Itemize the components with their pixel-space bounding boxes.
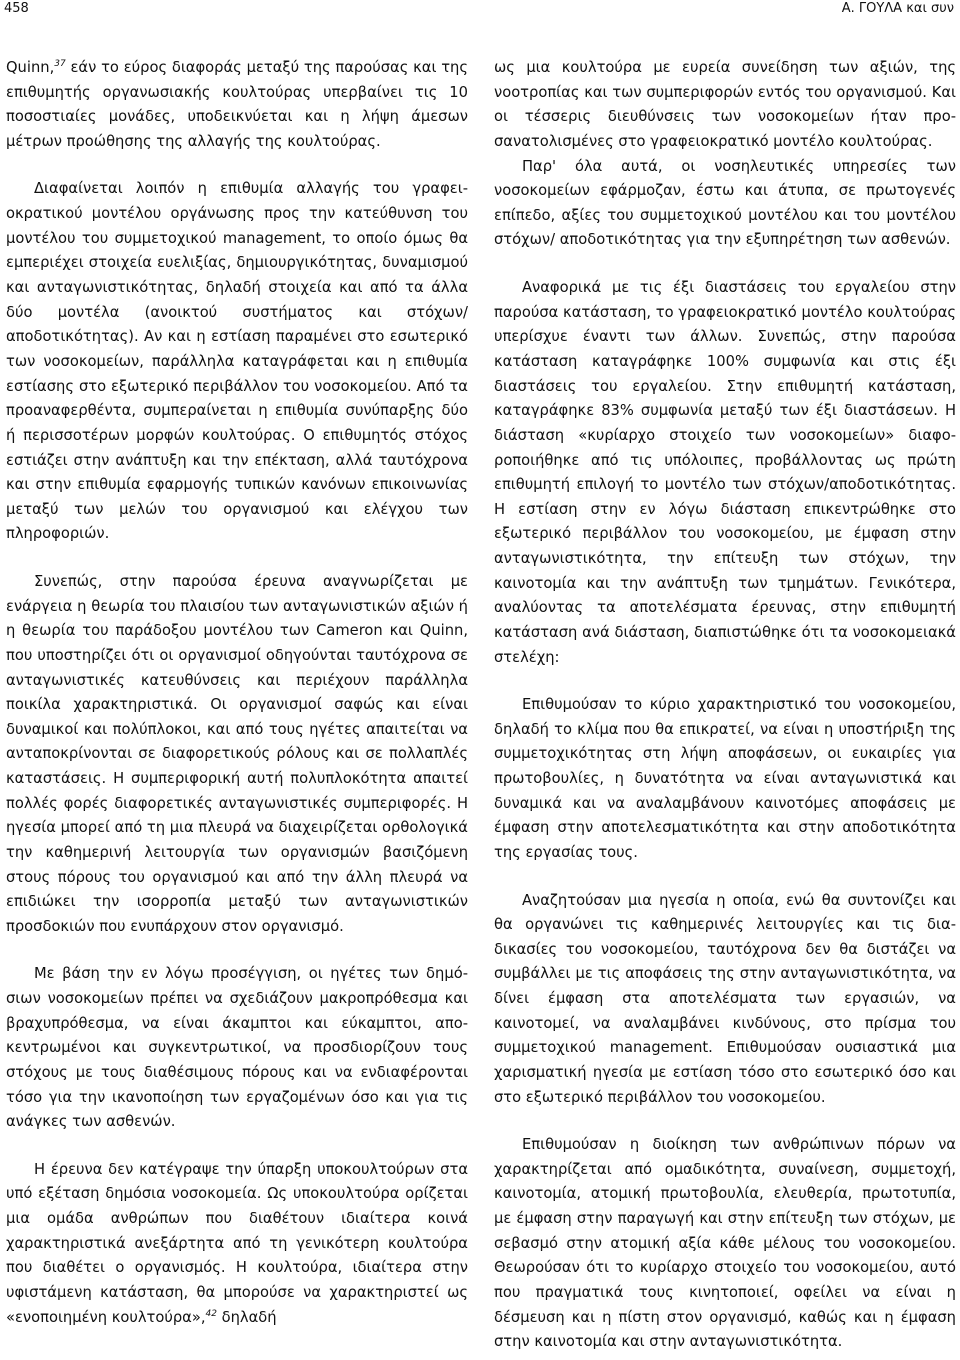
- running-author: Α. ΓΟΥΛΑ και συν: [841, 1, 954, 16]
- paragraph: Αναζητούσαν μια ηγεσία η οποία, ενώ θα συντονίζει και θα οργανώνει τις καθημερινές λειτουργίες και τις διαδικασίες του νοσοκομείου, ταυτόχρονα δεν θα διστάζει να συμβάλλει με τις αποφάσεις της στην ανταγωνιστικότητα, να δίνει έμφαση στα αποτελέσματα των εργασιών, να καινοτομεί, να αναλαμβάνει κινδύνους, στο πρίσμα του συμμετοχικού management. Επιθυμούσαν ουσιαστικά μια χαρισματική ηγεσία με εστίαση τόσο στο εσωτερικό όσο και στο εξωτερικό περιβάλλον του νοσοκομείου.: [494, 891, 956, 1106]
- running-header: [0, 0, 960, 22]
- citation-reference: 42: [205, 1308, 217, 1319]
- paragraph-text: δηλαδή: [216, 1308, 277, 1326]
- left-column: [6, 56, 468, 1330]
- paragraph-continued: ως μια κουλτούρα με ευρεία συνείδηση των αξιών, της νοοτροπίας και των συμπεριφορών εντός του οργανισμού. Και οι τέσσερις διευθύνσεις των νοσοκομείων ήταν προσανατολισμένες στο γραφειοκρατικό μοντέλο κουλτούρας.: [494, 59, 956, 150]
- paragraph: [6, 1158, 468, 1330]
- paragraph: Με βάση την εν λόγω προσέγγιση, οι ηγέτες των δημόσιων νοσοκομείων πρέπει να σχεδιάζουν μακροπρόθεσμα και βραχυπρόθεσμα, να είναι άκαμπτοι και εύκαμπτοι, αποκεντρωμένοι και συγκεντρωτικοί, να προσδιορίζουν τους στόχους με τους διαθέσιμους πόρους και να ενδιαφέρονται τόσο για την ικανοποίηση των εργαζομένων όσο και για τις ανάγκες των ασθενών.: [6, 965, 468, 1131]
- page-number: 458: [4, 1, 29, 16]
- paragraph: Επιθυμούσαν η διοίκηση των ανθρώπινων πόρων να χαρακτηρίζεται από ομαδικότητα, συναίνεση, συμμετοχή, καινοτομία, ατομική πρωτοβουλία, ελευθερία, πρωτοτυπία, με έμφαση στην παραγωγή και στην επίτευξη των στόχων, με σεβασμό στην ατομική αξία κάθε μέλους του νοσοκομείου. Θεωρούσαν ότι το κυρίαρχο στοιχείο του νοσοκομείου, αυτό που πραγματικά τους κινητοποιεί, οφείλει να είναι η δέσμευση και η πίστη στον οργανισμό, καθώς και η έμφαση στην καινοτομία και στην ανταγωνιστικότητα.: [494, 1136, 956, 1351]
- paragraph-text: Η έρευνα δεν κατέγραψε την ύπαρξη υποκουλτούρων στα υπό εξέταση δημόσια νοσοκομεία. Ως υποκουλτούρα ορίζεται μια ομάδα ανθρώπων που διαθέτουν ιδιαίτερα κοινά χαρακτηριστικά ανεξάρτητα από τη γενικότερη κουλτούρα που διαθέτει ο οργανισμός. Η κουλτούρα, ιδιαίτερα στην υφιστάμενη κατάσταση, θα μπορούσε να χαρακτηριστεί ως «ενοποιημένη κουλτούρα»,: [6, 1160, 468, 1326]
- citation-reference: 37: [54, 59, 66, 69]
- paragraph-text: Quinn,: [6, 59, 55, 76]
- right-column: [494, 56, 956, 1355]
- paragraph: Παρ' όλα αυτά, οι νοσηλευτικές υπηρεσίες των νοσοκομείων εφάρμοζαν, έστω και άτυπα, σε πρωτογενές επίπεδο, αξίες του συμμετοχικού μοντέλου και του μοντέλου στόχων/ αποδοτικότητας για την εξυπηρέτηση των ασθενών.: [494, 157, 956, 249]
- paragraph-continued: [6, 56, 468, 155]
- paragraph: Επιθυμούσαν το κύριο χαρακτηριστικό του νοσοκομείου, δηλαδή το κλίμα που θα επικρατεί, να είναι η υποστήριξη της συμμετοχικότητας στη λήψη αποφάσεων, οι ευκαιρίες για πρωτοβουλίες, η δυνατότητα να είναι ανταγωνιστικά και δυναμικά και να αναλαμβάνουν καινοτόμες αποφάσεις με έμφαση στην αποτελεσματικότητα και στην αποδοτικότητα της εργασίας τους.: [494, 696, 956, 861]
- paragraph: Συνεπώς, στην παρούσα έρευνα αναγνωρίζεται με ενάργεια η θεωρία του πλαισίου των ανταγωνιστικών αξιών ή η θεωρία του παράδοξου μοντέλου των Cameron και Quinn, που υποστηρίζει ότι οι οργανισμοί οδηγούνται ταυτόχρονα σε ανταγωνιστικές κατευθύνσεις και περιέχουν παράλληλα ποικίλα χαρακτηριστικά. Οι οργανισμοί σαφώς και είναι δυναμικοί και πολύπλοκοι, και από τους ηγέτες απαιτείται να ανταποκρίνονται σε διαφορετικούς ρόλους και σε πολλαπλές καταστάσεις. Η συμπεριφορική αυτή πολυπλοκότητα απαιτεί πολλές φορές διαφορετικές ανταγωνιστικές συμπεριφορές. Η ηγεσία μπορεί από τη μια πλευρά να διαχειρίζεται ορθολογικά την καθημερινή λειτουργία των οργανισμών βασιζόμενη στους πόρους του οργανισμού και από την άλλη πλευρά να επιδιώκει την ισορροπία μεταξύ των ανταγωνιστικών προσδοκιών που ενυπάρχουν στον οργανισμό.: [6, 572, 468, 935]
- paragraph-text: εάν το εύρος διαφοράς μεταξύ της παρούσας και της επιθυμητής οργανωσιακής κουλτούρας υπερβαίνει τις 10 ποσοστιαίες μονάδες, υποδεικνύεται και η λήψη άμεσων μέτρων προώθησης της αλλαγής της κουλτούρας.: [6, 59, 468, 150]
- paragraph: Αναφορικά με τις έξι διαστάσεις του εργαλείου στην παρούσα κατάσταση, το γραφειοκρατικό μοντέλο κουλτούρας υπερίσχυε έναντι των άλλων. Συνεπώς, στην παρούσα κατάσταση καταγράφηκε 100% συμφωνία και στις έξι διαστάσεις του εργαλείου. Στην επιθυμητή κατάσταση, καταγράφηκε 83% συμφωνία μεταξύ των έξι διαστάσεων. Η διάσταση «κυρίαρχο στοιχείο των νοσοκομείων» διαφοροποιήθηκε από τις υπόλοιπες, προβάλλοντας ως πρώτη επιθυμητή επιλογή το μοντέλο των στόχων/αποδοτικότητας. Η εστίαση στην εν λόγω διάσταση επικεντρώθηκε στο εξωτερικό περιβάλλον του νοσοκομείου, με έμφαση στην ανταγωνιστικότητα, την επίτευξη των στόχων, την καινοτομία και την ανάπτυξη των τμημάτων. Γενικότερα, αναλύοντας τα αποτελέσματα έρευνας, στην επιθυμητή κατάσταση ανά διάσταση, διαπιστώθηκε ότι τα νοσοκομειακά στελέχη:: [494, 279, 956, 666]
- paragraph: Διαφαίνεται λοιπόν η επιθυμία αλλαγής του γραφειοκρατικού μοντέλου οργάνωσης προς την κατεύθυνση του μοντέλου του συμμετοχικού management, το οποίο όμως θα εμπεριέχει στοιχεία ευελιξίας, δημιουργικότητας, δυναμισμού και ανταγωνιστικότητας, δηλαδή στοιχεία και από τα άλλα δύο μοντέλα (ανοικτού συστήματος και στόχων/αποδοτικότητας). Αν και η εστίαση παραμένει στο εσωτερικό των νοσοκομείων, παράλληλα καταγράφεται και η επιθυμία εστίασης στο εξωτερικό περιβάλλον του νοσοκομείου. Από τα προαναφερθέντα, συμπεραίνεται η επιθυμία συνύπαρξης δύο ή περισσοτέρων μορφών κουλτούρας. Ο επιθυμητός στόχος εστιάζει στην ανάπτυξη και την επέκταση, αλλά ταυτόχρονα και στην επιθυμία εφαρμογής τυπικών κανόνων επικοινωνίας μεταξύ των μελών του οργανισμού και ελέγχου των πληροφοριών.: [6, 180, 468, 543]
